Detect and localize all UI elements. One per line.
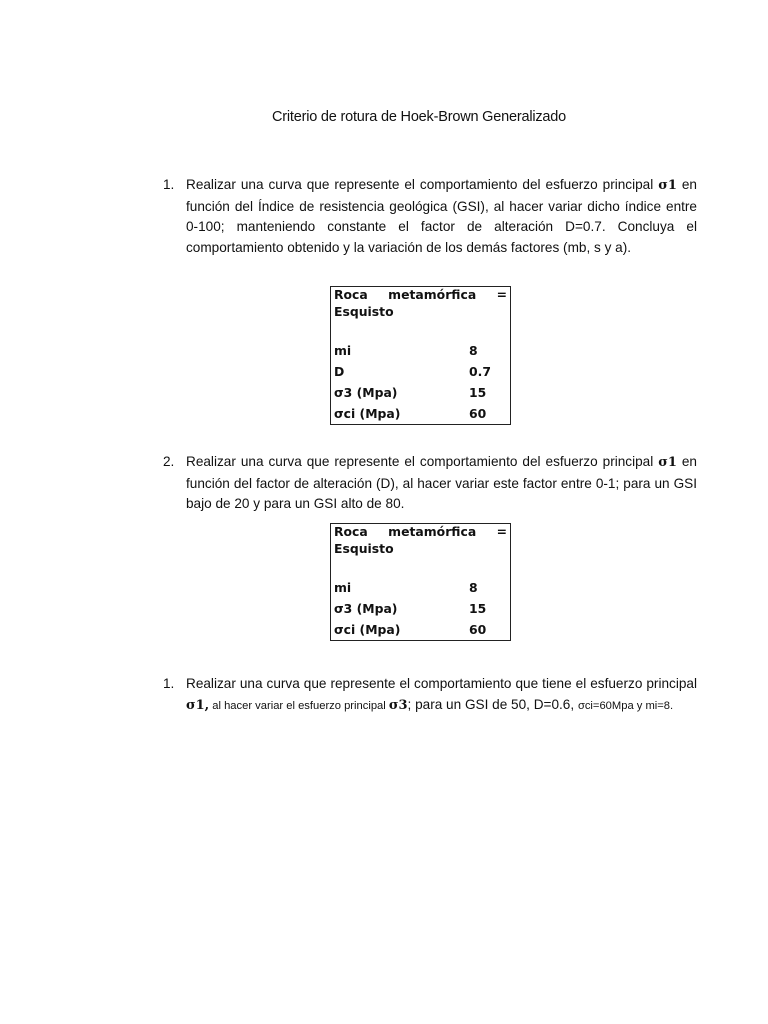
question-1-number: 1. xyxy=(163,177,175,192)
table-1-header xyxy=(331,287,511,321)
question-3-text-end: ; para un GSI de 50, D=0.6, xyxy=(407,696,578,712)
row-value: 15 xyxy=(469,385,487,400)
question-1-text-start: Realizar una curva que represente el comportamiento del esfuerzo principal xyxy=(186,177,659,192)
document-title: Criterio de rotura de Hoek-Brown Generalizado xyxy=(271,109,567,125)
table-row xyxy=(331,403,511,425)
row-label: mi xyxy=(334,580,352,595)
row-label: σci (Mpa) xyxy=(334,406,401,421)
sigma1-symbol: σ1, xyxy=(186,697,210,713)
table-1-spacer xyxy=(331,320,511,340)
question-2-text xyxy=(186,452,697,515)
sigma3-symbol: σ3 xyxy=(388,697,408,713)
row-value: 15 xyxy=(469,601,487,616)
row-label: mi xyxy=(334,343,352,358)
question-3-text-tail: σci=60Mpa y mi=8. xyxy=(577,699,674,712)
question-1-text xyxy=(186,175,697,259)
table-2-header xyxy=(331,524,511,558)
table-2-header-word-1: Roca xyxy=(334,524,368,539)
question-3-text xyxy=(186,674,697,716)
table-2-spacer xyxy=(331,557,511,577)
row-label: σ3 (Mpa) xyxy=(334,601,398,616)
table-row xyxy=(331,361,511,382)
question-3-text-small: al hacer variar el esfuerzo principal xyxy=(209,699,389,712)
table-row xyxy=(331,577,511,598)
table-2-header-word-2: metamórfica xyxy=(388,524,477,539)
table-row xyxy=(331,340,511,361)
question-1-text-end: en función del Índice de resistencia geológica (GSI), al hacer variar dicho índice entre 0-100; manteniendo constante el factor de alteración D=0.7. Concluya el comportamiento obtenido y la variación de los demás factores (mb, s y a). xyxy=(186,177,697,256)
question-2 xyxy=(163,452,697,515)
table-2-header-line-2: Esquisto xyxy=(334,540,394,556)
row-label: σ3 (Mpa) xyxy=(334,385,398,400)
question-2-number: 2. xyxy=(163,454,175,469)
row-value: 60 xyxy=(469,622,487,637)
table-1-header-word-1: Roca xyxy=(334,287,368,302)
question-3-number: 1. xyxy=(163,676,175,691)
row-value: 8 xyxy=(469,580,478,595)
table-row xyxy=(331,382,511,403)
sigma1-symbol: σ1 xyxy=(658,455,677,470)
rock-properties-table-2 xyxy=(330,523,511,641)
row-label: D xyxy=(334,364,345,379)
table-row xyxy=(331,598,511,619)
table-1-header-line-2: Esquisto xyxy=(334,303,394,319)
row-value: 8 xyxy=(469,343,478,358)
table-1-header-word-3: = xyxy=(496,287,507,302)
question-1 xyxy=(163,175,697,259)
question-2-text-end: en función del factor de alteración (D), al hacer variar este factor entre 0-1; para un GSI bajo de 20 y para un GSI alto de 80. xyxy=(186,454,697,512)
row-label: σci (Mpa) xyxy=(334,622,401,637)
table-2-header-word-3: = xyxy=(496,524,507,539)
table-1-header-word-2: metamórfica xyxy=(388,287,477,302)
row-value: 60 xyxy=(469,406,487,421)
row-value: 0.7 xyxy=(469,364,491,379)
table-row xyxy=(331,619,511,641)
rock-properties-table-1 xyxy=(330,286,511,425)
sigma1-symbol: σ1 xyxy=(658,178,677,193)
question-3-text-start: Realizar una curva que represente el comportamiento que tiene el esfuerzo principal xyxy=(186,676,697,691)
question-2-text-start: Realizar una curva que represente el comportamiento del esfuerzo principal xyxy=(186,454,659,469)
question-3 xyxy=(163,674,697,716)
